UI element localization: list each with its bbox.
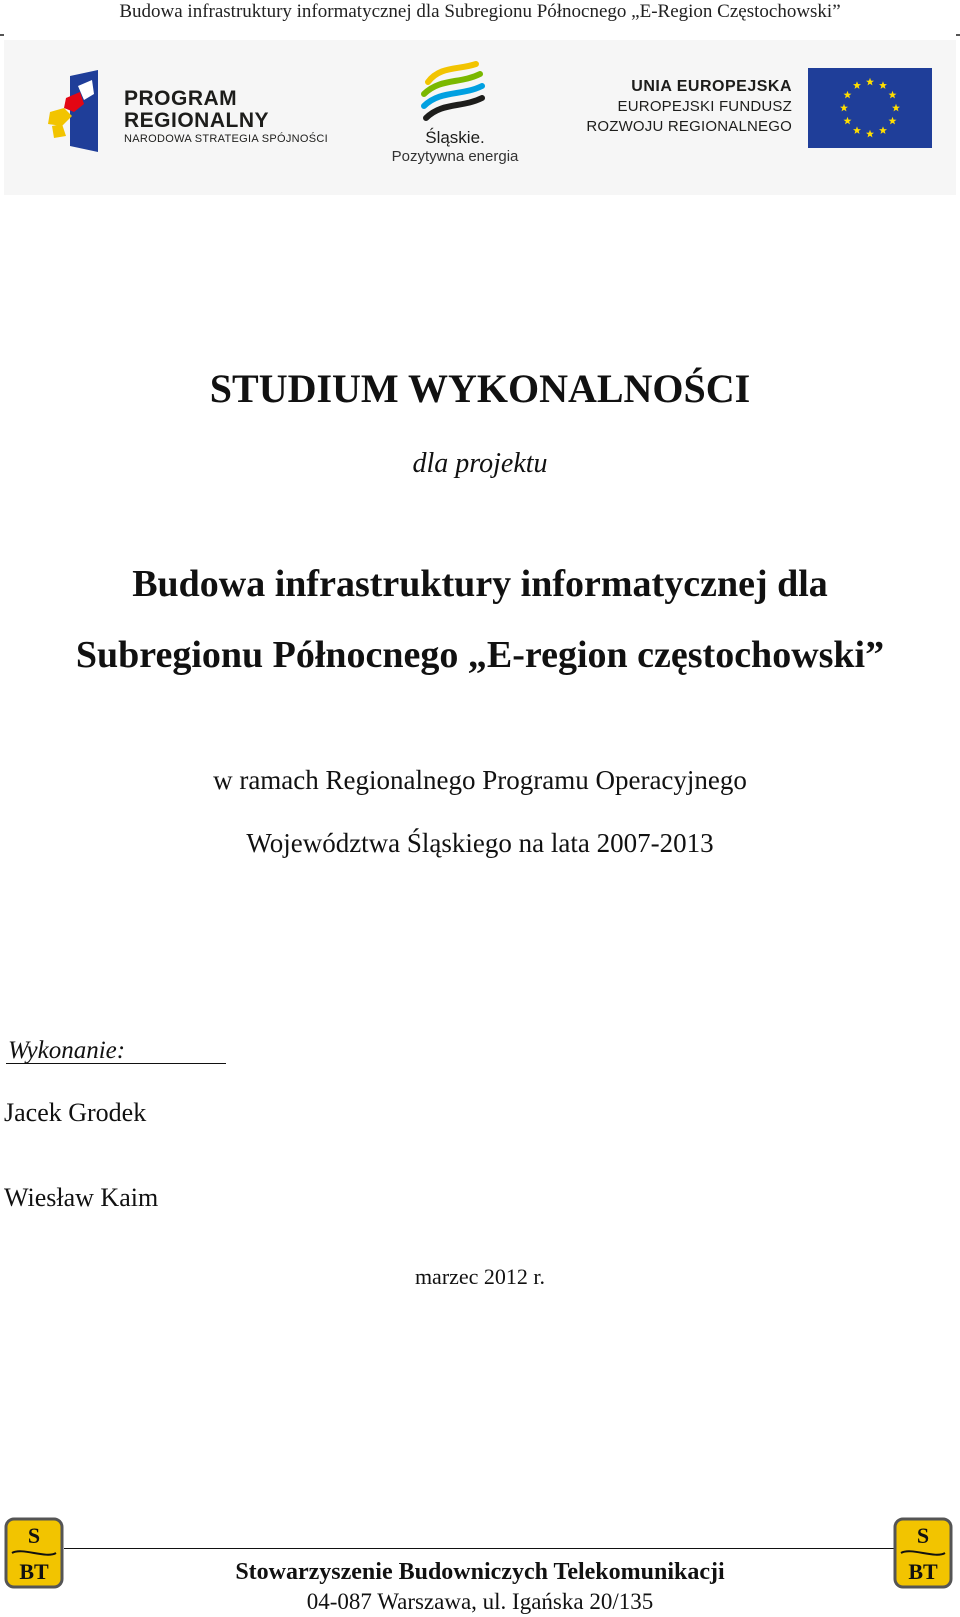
author-name: Jacek Grodek <box>4 1098 147 1127</box>
slaskie-logo-icon <box>418 60 488 130</box>
header-tick-right <box>956 34 960 36</box>
authors-underline <box>6 1063 226 1064</box>
program-line2: Województwa Śląskiego na lata 2007-2013 <box>246 828 714 858</box>
slaskie-line1: Śląskie. <box>425 128 485 147</box>
eu-line2: EUROPEJSKI FUNDUSZ <box>617 98 792 115</box>
footer-divider <box>64 1548 896 1549</box>
slaskie-line2: Pozytywna energia <box>391 148 519 165</box>
project-name-line1: Budowa infrastruktury informatycznej dla <box>132 563 828 605</box>
program-regionalny-line1: PROGRAM <box>124 87 238 110</box>
running-header: Budowa infrastruktury informatycznej dla Subregionu Północnego „E-Region Częstochowski” <box>119 1 841 22</box>
eu-flag-icon <box>808 68 932 148</box>
program-regionalny-line2: REGIONALNY <box>124 109 270 132</box>
program-regionalny-text <box>124 88 328 146</box>
sbt-right-bottom-text: BT <box>908 1559 938 1584</box>
footer-organization: Stowarzyszenie Budowniczych Telekomunikacji <box>235 1559 725 1585</box>
header-tick-left <box>0 34 4 36</box>
sbt-left-bottom-text: BT <box>19 1559 49 1584</box>
author-name: Wiesław Kaim <box>4 1183 159 1212</box>
authors-label: Wykonanie: <box>8 1037 126 1064</box>
document-date: marzec 2012 r. <box>414 1264 546 1289</box>
document-subtitle: dla projektu <box>412 448 548 479</box>
program-regionalny-line3: NARODOWA STRATEGIA SPÓJNOŚCI <box>124 133 328 145</box>
sbt-left-top-text: S <box>27 1523 41 1548</box>
eu-line1: UNIA EUROPEJSKA <box>631 78 792 95</box>
footer-address: 04-087 Warszawa, ul. Igańska 20/135 <box>306 1589 654 1614</box>
eu-line3: ROZWOJU REGIONALNEGO <box>586 118 792 135</box>
document-title: STUDIUM WYKONALNOŚCI <box>209 366 751 411</box>
program-regionalny-logo-icon <box>44 66 128 156</box>
program-line1: w ramach Regionalnego Programu Operacyjnego <box>213 765 747 795</box>
project-name-line2: Subregionu Północnego „E-region częstochowski” <box>75 634 885 676</box>
sbt-right-top-text: S <box>916 1523 930 1548</box>
eu-text <box>560 76 792 137</box>
slaskie-text <box>380 128 530 166</box>
